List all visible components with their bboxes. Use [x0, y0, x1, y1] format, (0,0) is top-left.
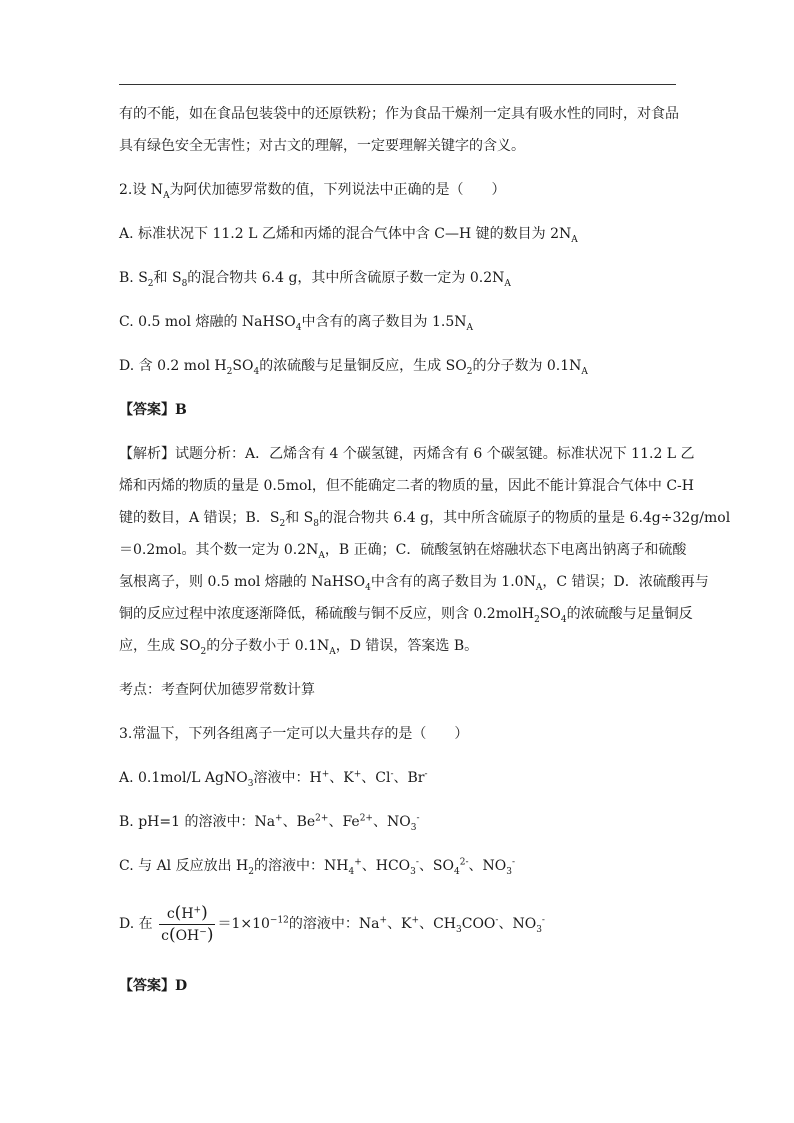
header-rule — [119, 84, 676, 85]
q2-option-d: D. 含 0.2 mol $H_2SO_4$的浓硫酸与足量铜反应，生成 $SO_2$的分子数为 $0.1N_A$ — [119, 358, 588, 377]
q2-option-c: C. 0.5 mol 熔融的 NaHSO$_4$中含有的离子数目为 $1.5N_A$ — [119, 314, 473, 333]
q3-option-b: B. pH=1 的溶液中：Na+、$Be^{2+}$、$Fe^{2+}$、$NO_3^-$ — [119, 813, 420, 833]
q2-kaodian: 考点：考查阿伏加德罗常数计算 — [119, 682, 315, 698]
q2-stem: 2.设 $N_A$为阿伏加德罗常数的值，下列说法中正确的是（ ） — [119, 182, 506, 201]
q3-answer: 【答案】D — [119, 978, 188, 994]
q2-option-b: B. $S_2$和 $S_8$的混合物共 6.4 g，其中所含硫原子数一定为 $0.2N_A$ — [119, 270, 511, 289]
q3-stem: 3.常温下，下列各组离子一定可以大量共存的是（ ） — [119, 726, 469, 742]
q3-option-c: C. 与 Al 反应放出 $H_2$的溶液中：$NH_4^+$、$HCO_3^-$、$SO_4^{2-}$、$NO_3^-$ — [119, 857, 516, 877]
fraction-numerator: c(H+) — [159, 903, 215, 925]
q2-analysis-line-4: ＝0.2mol。其个数一定为 $0.2N_A$，B 正确；C．硫酸氢钠在熔融状态下电离出钠离子和硫酸 — [119, 542, 687, 561]
q2-analysis-line-7: 应，生成 $SO_2$的分子数小于 $0.1N_A$，D 错误，答案选 B。 — [119, 638, 479, 657]
ion-ratio-fraction — [159, 903, 215, 946]
fraction-denominator: c(OH−) — [161, 924, 214, 945]
q2-analysis-line-6: 铜的反应过程中浓度逐渐降低，稀硫酸与铜不反应，则含 $0.2molH_2SO_4$的浓硫酸与足量铜反 — [119, 606, 693, 625]
intro-line-1: 有的不能，如在食品包装袋中的还原铁粉；作为食品干燥剂一定具有吸水性的同时，对食品 — [119, 106, 679, 122]
q2-analysis-line-5: 氢根离子，则 0.5 mol 熔融的 NaHSO$_4$中含有的离子数目为 $1.0N_A$，C 错误；D．浓硫酸再与 — [119, 574, 709, 593]
q2-analysis-line-2: 烯和丙烯的物质的量是 0.5mol，但不能确定二者的物质的量，因此不能计算混合气体中 C-H — [119, 478, 694, 494]
intro-line-2: 具有绿色安全无害性；对古文的理解，一定要理解关键字的含义。 — [119, 138, 525, 154]
q2-option-a: A. 标准状况下 11.2 L 乙烯和丙烯的混合气体中含 C—H 键的数目为 $2N_A$ — [119, 226, 578, 245]
q2-analysis-line-3: 键的数目，A 错误；B．$S_2$和 $S_8$的混合物共 6.4 g，其中所含硫原子的物质的量是 6.4g÷32g/mol — [119, 510, 731, 529]
q3-option-d: D. 在 $\frac{c(H^+)}{c(OH^-)}$ $=1\times 10^{-12}$的溶液中：Na+、K+、$CH_3COO^-$、$NO_3^-$ — [119, 902, 545, 945]
q2-answer: 【答案】B — [119, 402, 187, 418]
q2-analysis-line-1: 【解析】试题分析：A．乙烯含有 4 个碳氢键，丙烯含有 6 个碳氢键。标准状况下 11.2 L 乙 — [119, 446, 695, 462]
q3-option-a: A. 0.1mol/L AgNO$_3$溶液中：H+、K+、Cl-、Br- — [119, 769, 428, 789]
